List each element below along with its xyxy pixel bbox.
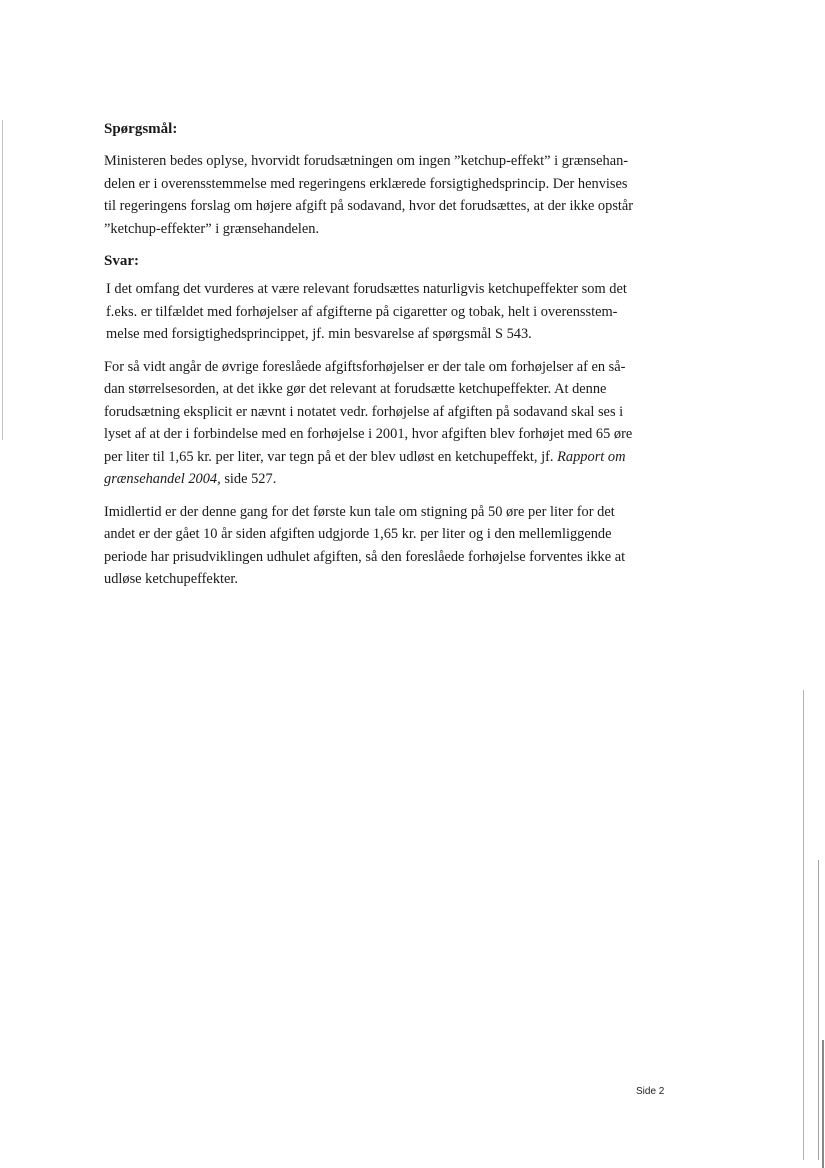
document-body xyxy=(104,118,670,601)
question-heading: Spørgsmål: xyxy=(104,121,178,137)
text-line: f.eks. er tilfældet med forhøjelser af afgifterne på cigaretter og tobak, helt i overensstem- xyxy=(106,303,618,320)
text-line: udløse ketchupeffekter. xyxy=(104,571,238,587)
report-title-italic: grænsehandel 2004, xyxy=(104,471,221,487)
text-line: dan størrelsesorden, at det ikke gør det relevant at forudsætte ketchupeffekter. At denne xyxy=(104,381,607,397)
text-line: melse med forsigtighedsprincippet, jf. min besvarelse af spørgsmål S 543. xyxy=(106,326,532,342)
scan-edge-right xyxy=(803,690,804,1160)
text-line: lyset af at der i forbindelse med en forhøjelse i 2001, hvor afgiften blev forhøjet med 65 øre xyxy=(104,426,633,442)
text-line: Ministeren bedes oplyse, hvorvidt forudsætningen om ingen ”ketchup-effekt” i grænsehan- xyxy=(104,153,629,169)
question-paragraph xyxy=(104,150,670,240)
text-line xyxy=(104,446,670,469)
text-line: andet er der gået 10 år siden afgiften udgjorde 1,65 kr. per liter og i den mellemliggende xyxy=(104,526,612,542)
answer-paragraph-2 xyxy=(104,356,670,491)
answer-paragraph-3 xyxy=(104,501,670,591)
scan-edge-right xyxy=(822,1040,824,1168)
answer-heading: Svar: xyxy=(104,253,139,269)
text-line: periode har prisudviklingen udhulet afgiften, så den foreslåede forhøjelse forventes ikke at xyxy=(104,548,626,565)
text-line: I det omfang det vurderes at være relevant forudsættes naturligvis ketchupeffekter som det xyxy=(106,281,627,297)
text-line: Imidlertid er der denne gang for det første kun tale om stigning på 50 øre per liter for det xyxy=(104,503,615,520)
scan-edge-right xyxy=(818,860,819,1160)
text-line: ”ketchup-effekter” i grænsehandelen. xyxy=(104,220,320,237)
text-segment: side 527. xyxy=(220,471,277,487)
scan-edge-left xyxy=(2,120,3,440)
text-line: til regeringens forslag om højere afgift på sodavand, hvor det forudsættes, at der ikke opstår xyxy=(104,198,634,214)
text-line: forudsætning eksplicit er nævnt i notatet vedr. forhøjelse af afgiften på sodavand skal ses i xyxy=(104,403,624,420)
answer-paragraph-1 xyxy=(104,278,670,346)
page-number: Side 2 xyxy=(636,1086,665,1097)
text-line: delen er i overensstemmelse med regeringens erklærede forsigtighedsprincip. Der henvises xyxy=(104,175,628,192)
report-title-italic: Rapport om xyxy=(557,448,626,465)
text-line xyxy=(104,468,670,491)
text-line: For så vidt angår de øvrige foreslåede afgiftsforhøjelser er der tale om forhøjelser af en så- xyxy=(104,358,626,375)
text-segment: per liter til 1,65 kr. per liter, var tegn på et der blev udløst en ketchupeffekt, jf. xyxy=(104,448,558,465)
